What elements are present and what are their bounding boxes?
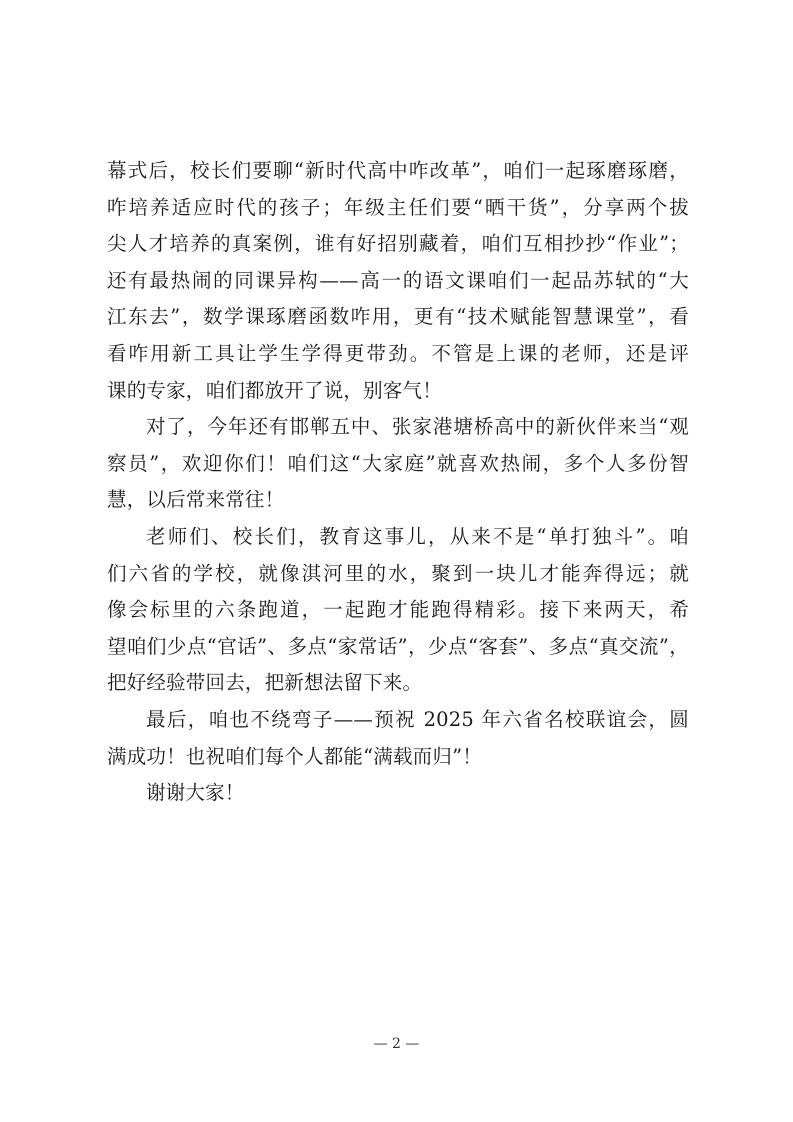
text-line: 对了，今年还有邯郸五中、张家港塘桥高中的新伙伴来当“观 (146, 415, 689, 439)
text-line: 望咱们少点“官话”、多点“家常话”，少点“客套”、多点“真交流”， (107, 634, 689, 658)
text-line: 最后，咱也不绕弯子——预祝 2025 年六省名校联谊会，圆 (146, 707, 689, 731)
text-line: 察员”，欢迎你们！咱们这“大家庭”就喜欢热闹，多个人多份智 (107, 451, 689, 475)
text-line: 们六省的学校，就像淇河里的水，聚到一块儿才能奔得远；就 (107, 561, 689, 585)
text-line: 幕式后，校长们要聊“新时代高中咋改革”，咱们一起琢磨琢磨， (107, 159, 689, 182)
text-line: 像会标里的六条跑道，一起跑才能跑得精彩。接下来两天，希 (107, 598, 689, 622)
text-line: 老师们、校长们，教育这事儿，从来不是“单打独斗”。咱 (146, 524, 689, 548)
text-line: 还有最热闹的同课异构——高一的语文课咱们一起品苏轼的“大 (107, 268, 689, 292)
text-line: 谢谢大家！ (146, 781, 245, 805)
text-line: 慧，以后常来常往！ (107, 488, 285, 512)
text-line: 满成功！也祝咱们每个人都能“满载而归”！ (107, 744, 482, 768)
page-number: — 2 — (373, 1036, 420, 1052)
text-line: 看咋用新工具让学生学得更带劲。不管是上课的老师，还是评 (107, 341, 689, 365)
text-line: 课的专家，咱们都放开了说，别客气！ (107, 378, 442, 402)
text-line: 尖人才培养的真案例，谁有好招别藏着，咱们互相抄抄“作业”； (107, 232, 689, 256)
text-line: 江东去”，数学课琢磨函数咋用，更有“技术赋能智慧课堂”，看 (107, 305, 689, 329)
text-line: 咋培养适应时代的孩子；年级主任们要“晒干货”，分享两个拔 (107, 195, 689, 219)
body-text (107, 153, 689, 812)
text-line: 把好经验带回去，把新想法留下来。 (107, 671, 423, 695)
